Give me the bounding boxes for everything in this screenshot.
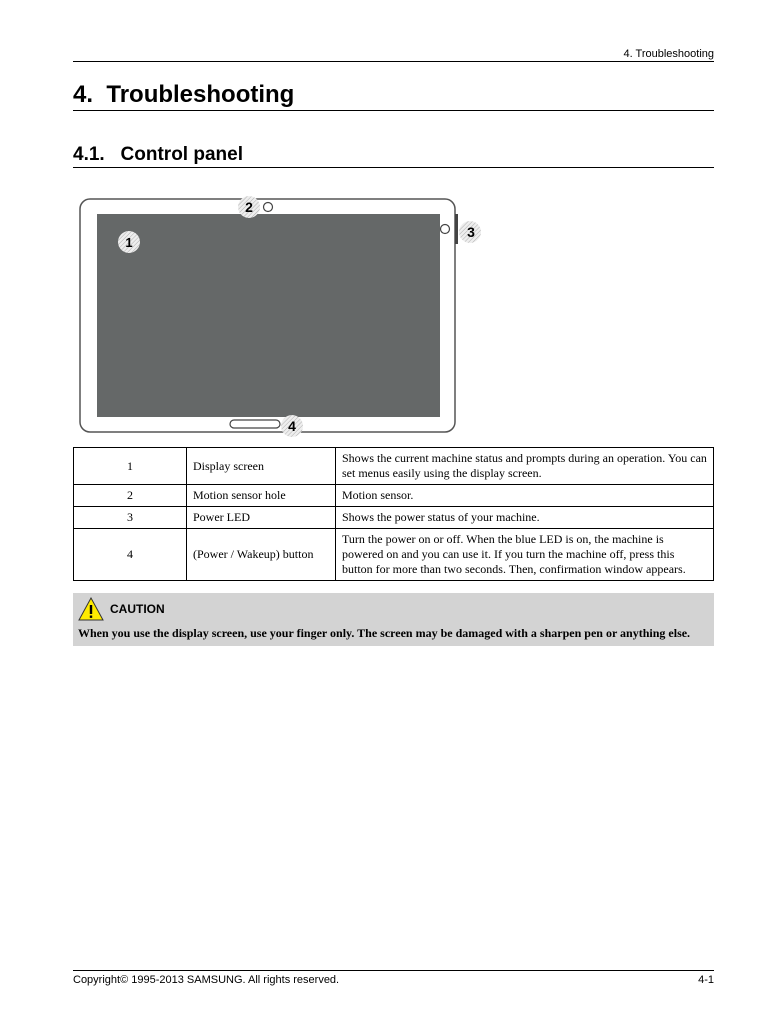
running-header: 4. Troubleshooting [73, 47, 714, 62]
row-number: 1 [74, 448, 187, 485]
section-title-text: Control panel [120, 144, 243, 165]
copyright-text: Copyright© 1995-2013 SAMSUNG. All rights reserved. [73, 974, 340, 986]
display-screen-area [97, 214, 440, 417]
callout-2-label: 2 [245, 199, 253, 215]
chapter-title-text: Troubleshooting [106, 81, 295, 108]
power-led [441, 225, 450, 234]
control-panel-table [73, 447, 714, 581]
table-row [74, 485, 714, 507]
caution-header [78, 597, 165, 621]
motion-sensor-hole [264, 203, 273, 212]
section-number: 4.1. [73, 144, 105, 165]
row-number: 2 [74, 485, 187, 507]
table-row [74, 529, 714, 581]
row-name: Motion sensor hole [187, 485, 336, 507]
row-number: 3 [74, 507, 187, 529]
row-name: Display screen [187, 448, 336, 485]
row-description: Motion sensor. [336, 485, 714, 507]
warning-icon [78, 597, 104, 621]
section-title [73, 143, 714, 168]
callout-4-label: 4 [288, 418, 296, 434]
caution-text: When you use the display screen, use your finger only. The screen may be damaged with a sharpen pen or anything else. [78, 626, 691, 640]
side-bar [455, 214, 458, 244]
control-panel-illustration [75, 190, 495, 442]
chapter-number: 4. [73, 81, 94, 108]
callout-2 [238, 196, 260, 218]
row-description: Shows the power status of your machine. [336, 507, 714, 529]
callout-3 [459, 221, 481, 243]
table-row [74, 507, 714, 529]
row-name: (Power / Wakeup) button [187, 529, 336, 581]
callout-1 [118, 231, 140, 253]
control-panel-diagram [75, 190, 495, 442]
callout-4 [281, 415, 303, 437]
caution-label: CAUTION [110, 602, 165, 616]
power-wakeup-button [230, 420, 280, 428]
page-footer [73, 970, 714, 987]
callout-1-label: 1 [125, 235, 133, 250]
row-description: Shows the current machine status and prompts during an operation. You can set menus easily using the display screen. [336, 448, 714, 485]
table-row [74, 448, 714, 485]
chapter-title [73, 80, 714, 111]
row-name: Power LED [187, 507, 336, 529]
row-description: Turn the power on or off. When the blue LED is on, the machine is powered on and you can use it. If you turn the machine off, press this button for more than two seconds. Then, confirmation window appears. [336, 529, 714, 581]
caution-box [73, 593, 714, 646]
page-number: 4-1 [698, 974, 714, 986]
callout-3-label: 3 [467, 224, 475, 240]
row-number: 4 [74, 529, 187, 581]
